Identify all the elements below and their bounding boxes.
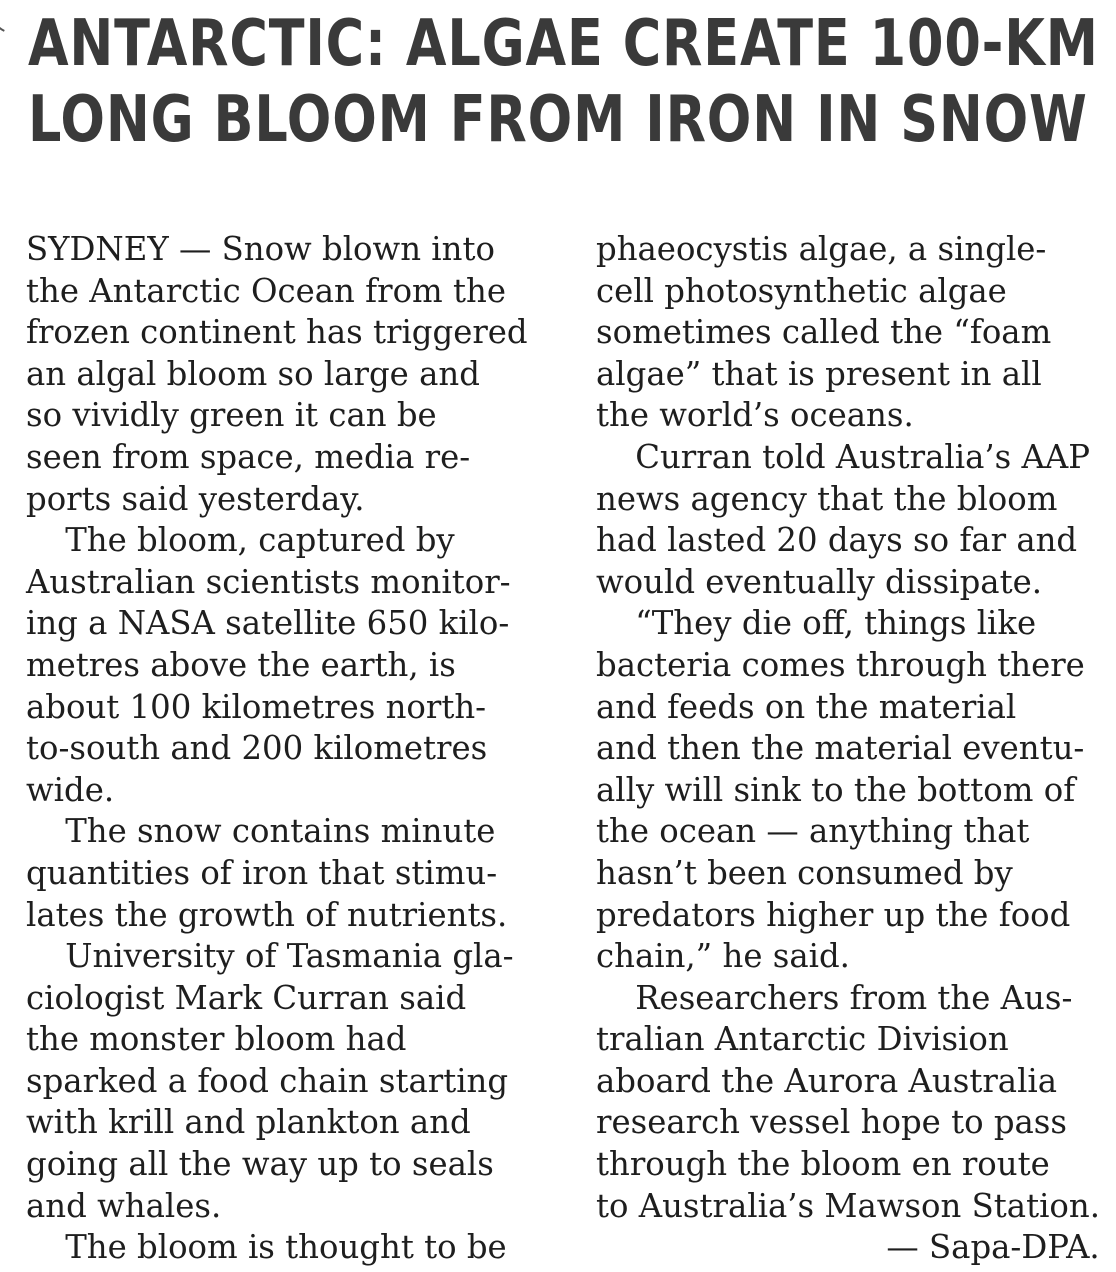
paragraph — [26, 519, 536, 810]
text-line: bacteria comes through there — [596, 644, 1085, 684]
text-line: news agency that the bloom — [596, 478, 1058, 518]
text-line: about 100 kilometres north- — [26, 686, 487, 726]
text-line: phaeocystis algae, a single- — [596, 229, 1047, 268]
left-column — [26, 228, 536, 1268]
text-line: ing a NASA satellite 650 kilo- — [26, 603, 510, 643]
text-line: the monster bloom had — [26, 1019, 407, 1059]
text-line: and then the material eventu- — [596, 728, 1085, 768]
paragraph — [26, 935, 536, 1226]
text-line: ciologist Mark Curran said — [26, 977, 467, 1017]
text-line: an algal bloom so large and — [26, 353, 480, 393]
text-line: cell photosynthetic algae — [596, 270, 1007, 310]
paragraph — [26, 1226, 536, 1268]
text-line: so vividly green it can be — [26, 395, 437, 435]
text-line: and feeds on the material — [596, 686, 1017, 726]
paragraph — [596, 602, 1106, 976]
text-line: The bloom, captured by — [65, 520, 455, 560]
headline-line-1: ANTARCTIC: ALGAE CREATE 100-KM — [28, 7, 1099, 81]
text-line: to-south and 200 kilometres — [26, 728, 488, 768]
text-line: sometimes called the “foam — [596, 312, 1052, 352]
text-line: sparked a food chain starting — [26, 1060, 509, 1100]
headline-line-2: LONG BLOOM FROM IRON IN SNOW — [28, 83, 1088, 157]
text-line: quantities of iron that stimu- — [26, 852, 498, 892]
text-line: University of Tasmania gla- — [65, 936, 514, 976]
text-line: the Antarctic Ocean from the — [26, 270, 506, 310]
paragraph — [596, 436, 1106, 602]
text-line: tralian Antarctic Division — [596, 1019, 1009, 1059]
text-line: research vessel hope to pass — [596, 1102, 1068, 1142]
text-line: going all the way up to seals — [26, 1144, 494, 1184]
paragraph — [596, 228, 1106, 436]
text-line: lates the growth of nutrients. — [26, 894, 508, 934]
text-line: wide. — [26, 769, 115, 809]
text-line: the world’s oceans. — [596, 395, 914, 435]
byline-credit: — Sapa-DPA. — [886, 1227, 1100, 1267]
text-line: and whales. — [26, 1185, 222, 1225]
text-line: with krill and plankton and — [26, 1102, 471, 1142]
text-line: ports said yesterday. — [26, 478, 365, 518]
text-line: Australian scientists monitor- — [26, 561, 511, 601]
text-line: algae” that is present in all — [596, 353, 1042, 393]
text-line: had lasted 20 days so far and — [596, 520, 1078, 560]
paragraph — [26, 810, 536, 935]
text-line: the ocean — anything that — [596, 811, 1030, 851]
text-line: to Australia’s Mawson Station. — [596, 1185, 1100, 1225]
text-line: predators higher up the food — [596, 894, 1071, 934]
text-line: The snow contains minute — [65, 811, 496, 851]
text-line: aboard the Aurora Australia — [596, 1060, 1058, 1100]
text-line: The bloom is thought to be — [65, 1227, 507, 1267]
text-line: SYDNEY — Snow blown into — [26, 229, 495, 268]
text-line: chain,” he said. — [596, 936, 850, 976]
right-column — [596, 228, 1106, 1268]
paragraph — [596, 977, 1106, 1227]
text-line: hasn’t been consumed by — [596, 852, 1013, 892]
text-line: Researchers from the Aus- — [635, 977, 1073, 1017]
text-line: metres above the earth, is — [26, 644, 456, 684]
text-line: through the bloom en route — [596, 1144, 1050, 1184]
text-line: would eventually dissipate. — [596, 561, 1043, 601]
text-line: seen from space, media re- — [26, 436, 471, 476]
text-line: frozen continent has triggered — [26, 312, 528, 352]
text-line: Curran told Australia’s AAP — [635, 436, 1090, 476]
paragraph — [26, 228, 536, 519]
text-line: “They die off, things like — [635, 603, 1037, 643]
text-line: ally will sink to the bottom of — [596, 769, 1076, 809]
headline — [28, 6, 1099, 158]
